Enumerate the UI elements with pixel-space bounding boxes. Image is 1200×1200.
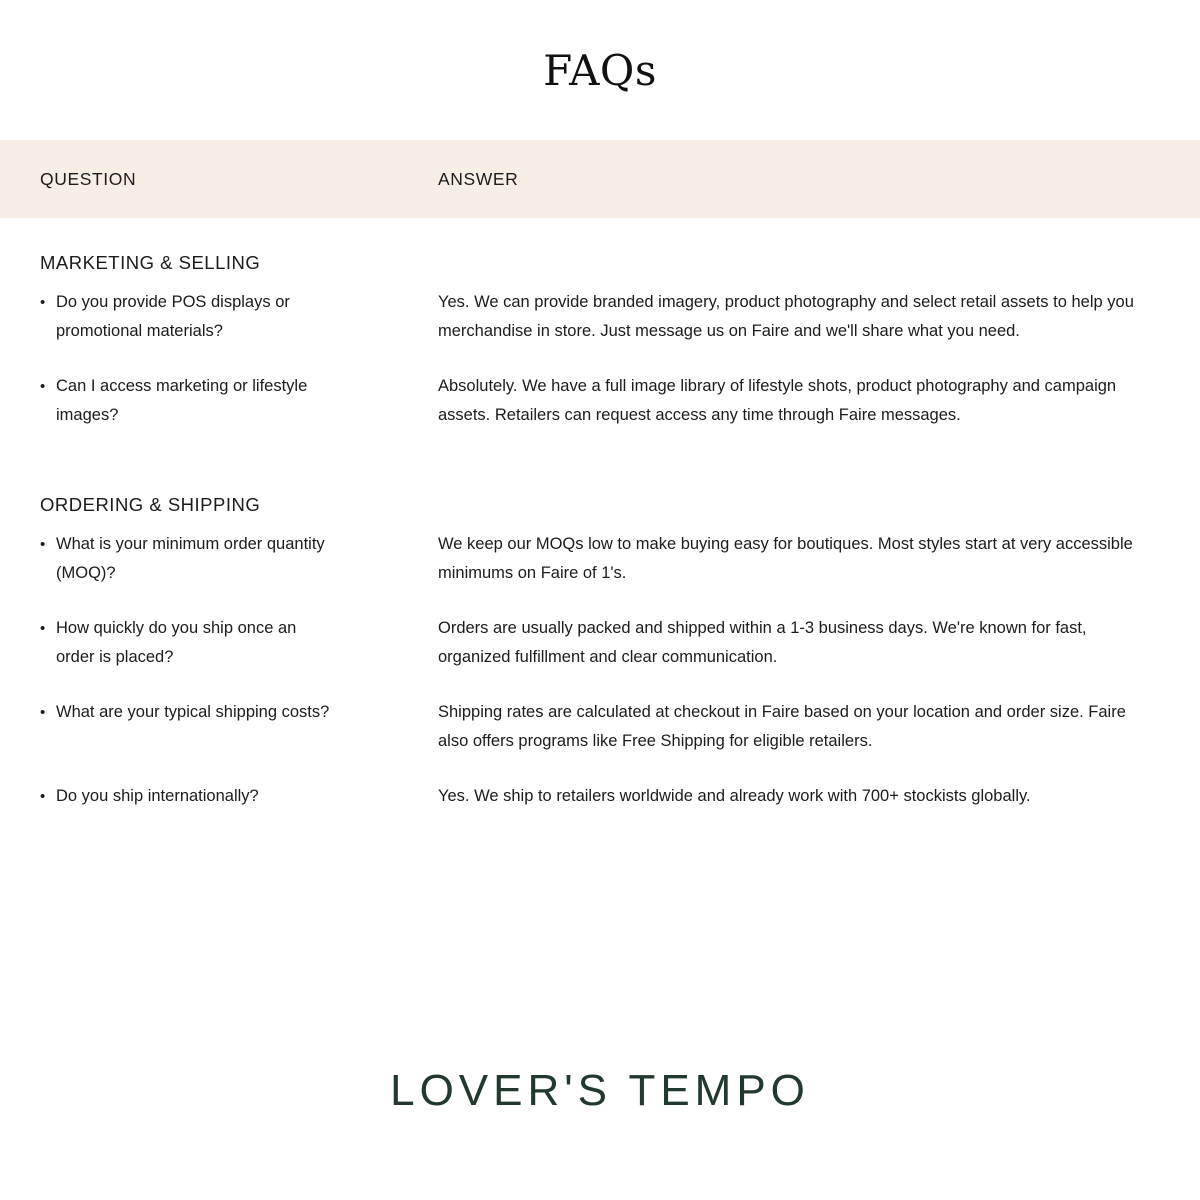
question-column-header	[0, 169, 438, 190]
question-text: Do you ship internationally?	[56, 787, 259, 805]
faq-row	[0, 372, 1200, 430]
brand-logo: LOVER'S TEMPO	[390, 1066, 810, 1115]
question-cell	[0, 288, 438, 346]
question-cell	[0, 782, 438, 811]
bullet-icon: •	[40, 294, 46, 311]
bullet-icon: •	[40, 704, 46, 721]
bullet-icon: •	[40, 536, 46, 553]
answer-text: Absolutely. We have a full image library of lifestyle shots, product photography and campaign assets. Retailers can request access any time through Faire messages.	[438, 377, 1117, 424]
page-title-area	[0, 0, 1200, 140]
answer-column-header	[438, 169, 1200, 190]
faq-section-marketing-selling	[0, 252, 1200, 430]
faq-row	[0, 288, 1200, 346]
answer-cell	[438, 288, 1200, 346]
answer-text: Yes. We can provide branded imagery, product photography and select retail assets to help you merchandise in store. Just message us on Faire and we'll share what you need.	[438, 293, 1134, 340]
answer-column-label: ANSWER	[438, 168, 519, 189]
faq-section-ordering-shipping	[0, 494, 1200, 811]
question-column-label: QUESTION	[40, 168, 137, 189]
faq-row	[0, 782, 1200, 811]
question-text: Do you provide POS displays or promotional materials?	[56, 293, 290, 340]
answer-text: We keep our MOQs low to make buying easy for boutiques. Most styles start at very accessible minimums on Faire of 1's.	[438, 535, 1133, 582]
answer-cell	[438, 614, 1200, 672]
question-cell	[0, 372, 438, 430]
answer-text: Orders are usually packed and shipped within a 1-3 business days. We're known for fast, organized fulfillment and clear communication.	[438, 619, 1087, 666]
faq-row	[0, 698, 1200, 756]
question-text: Can I access marketing or lifestyle images?	[56, 377, 308, 424]
answer-text: Shipping rates are calculated at checkout in Faire based on your location and order size. Faire also offers programs like Free Shipping for eligible retailers.	[438, 703, 1126, 750]
page-title: FAQs	[543, 45, 657, 95]
faq-row	[0, 614, 1200, 672]
question-cell	[0, 530, 438, 588]
section-divider-space	[0, 456, 1200, 494]
answer-text: Yes. We ship to retailers worldwide and already work with 700+ stockists globally.	[438, 787, 1031, 805]
bullet-icon: •	[40, 788, 46, 805]
question-cell	[0, 614, 438, 672]
bullet-icon: •	[40, 378, 46, 395]
question-text: What are your typical shipping costs?	[56, 703, 330, 721]
answer-cell	[438, 698, 1200, 756]
answer-cell	[438, 372, 1200, 430]
question-cell	[0, 698, 438, 727]
section-heading: MARKETING & SELLING	[40, 252, 261, 273]
question-text: How quickly do you ship once an order is placed?	[56, 619, 297, 666]
footer	[0, 1066, 1200, 1116]
answer-cell	[438, 530, 1200, 588]
bullet-icon: •	[40, 620, 46, 637]
section-heading: ORDERING & SHIPPING	[40, 494, 261, 515]
table-header-band	[0, 140, 1200, 218]
answer-cell	[438, 782, 1200, 811]
faq-row	[0, 530, 1200, 588]
question-text: What is your minimum order quantity (MOQ)?	[56, 535, 325, 582]
faq-body	[0, 218, 1200, 811]
